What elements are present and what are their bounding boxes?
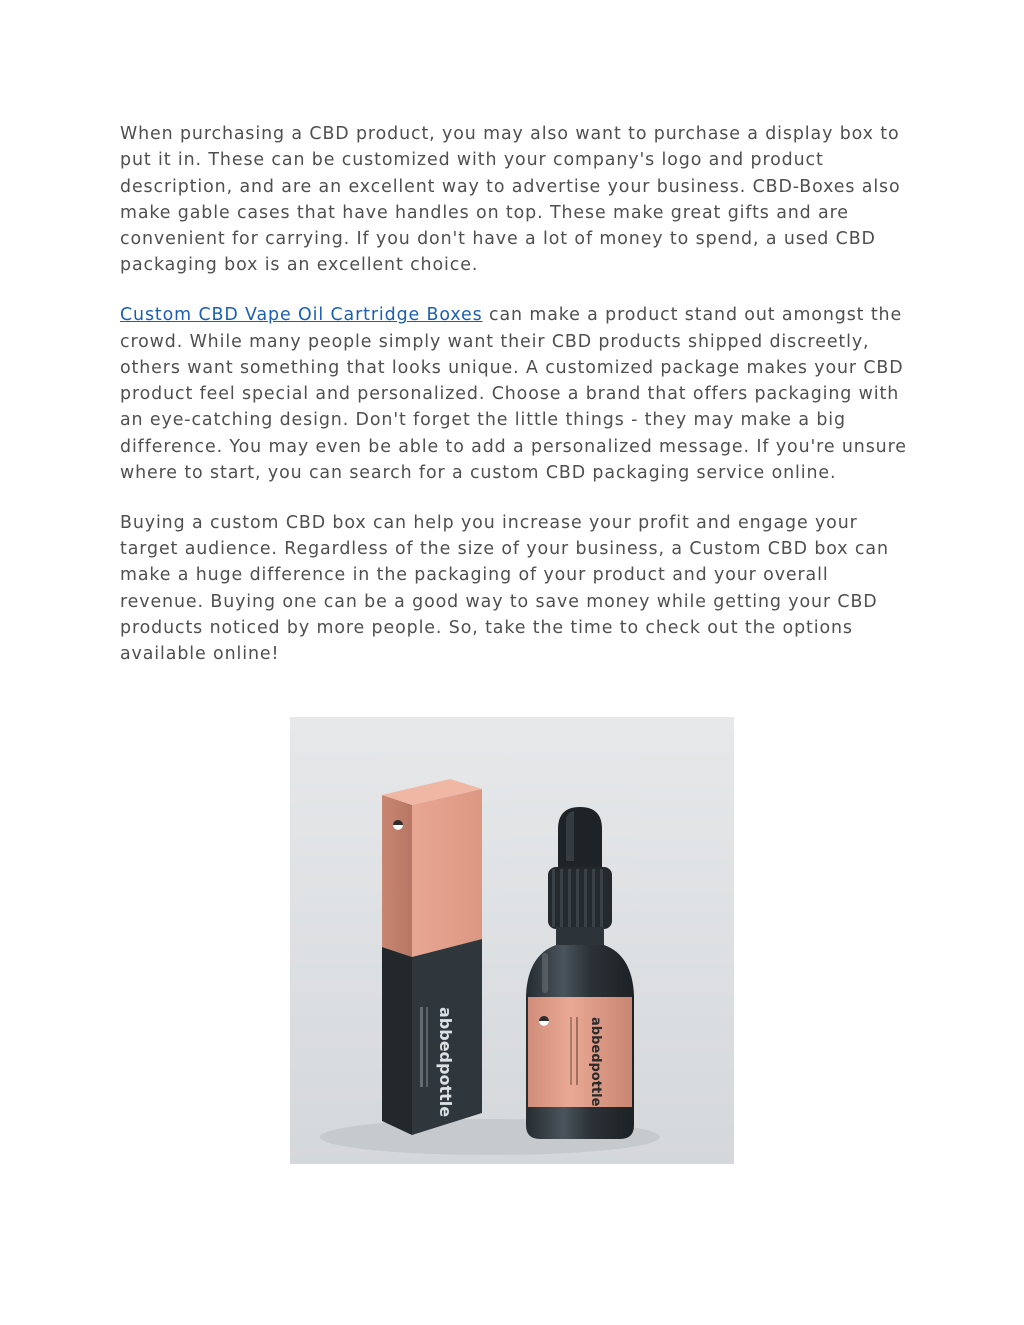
bottle-brand-text: abbedpottle	[588, 1017, 603, 1107]
product-photo	[290, 717, 734, 1164]
paragraph-3: Buying a custom CBD box can help you increase your profit and engage your target audience. Regardless of the size of your business, a Custom CBD box can make a huge difference in the packaging of your product and your overall revenue. Buying one can be a good way to save money while getting your CBD products noticed by more people. So, take the time to check out the options available online!	[120, 512, 889, 665]
custom-cbd-vape-oil-cartridge-boxes-link[interactable]: Custom CBD Vape Oil Cartridge Boxes	[120, 305, 483, 326]
box-brand-text: abbedpottle	[436, 1007, 455, 1118]
cbd-box-and-bottle-illustration	[290, 717, 734, 1164]
paragraph-2	[120, 302, 910, 486]
paragraph-2-text: can make a product stand out amongst the crowd. While many people simply want their CBD products shipped discreetly, others want something that looks unique. A customized package makes your CBD product feel special and personalized. Choose a brand that offers packaging with an eye-catching design. Don't forget the little things - they may make a big difference. You may even be able to add a personalized message. If you're unsure where to start, you can search for a custom CBD packaging service online.	[120, 305, 907, 484]
article-body	[120, 121, 910, 691]
paragraph-1: When purchasing a CBD product, you may also want to purchase a display box to put it in. These can be customized with your company's logo and product description, and are an excellent way to advertise your business. CBD-Boxes also make gable cases that have handles on top. These make great gifts and are convenient for carrying. If you don't have a lot of money to spend, a used CBD packaging box is an excellent choice.	[120, 124, 901, 276]
packaging-box	[382, 779, 482, 1135]
